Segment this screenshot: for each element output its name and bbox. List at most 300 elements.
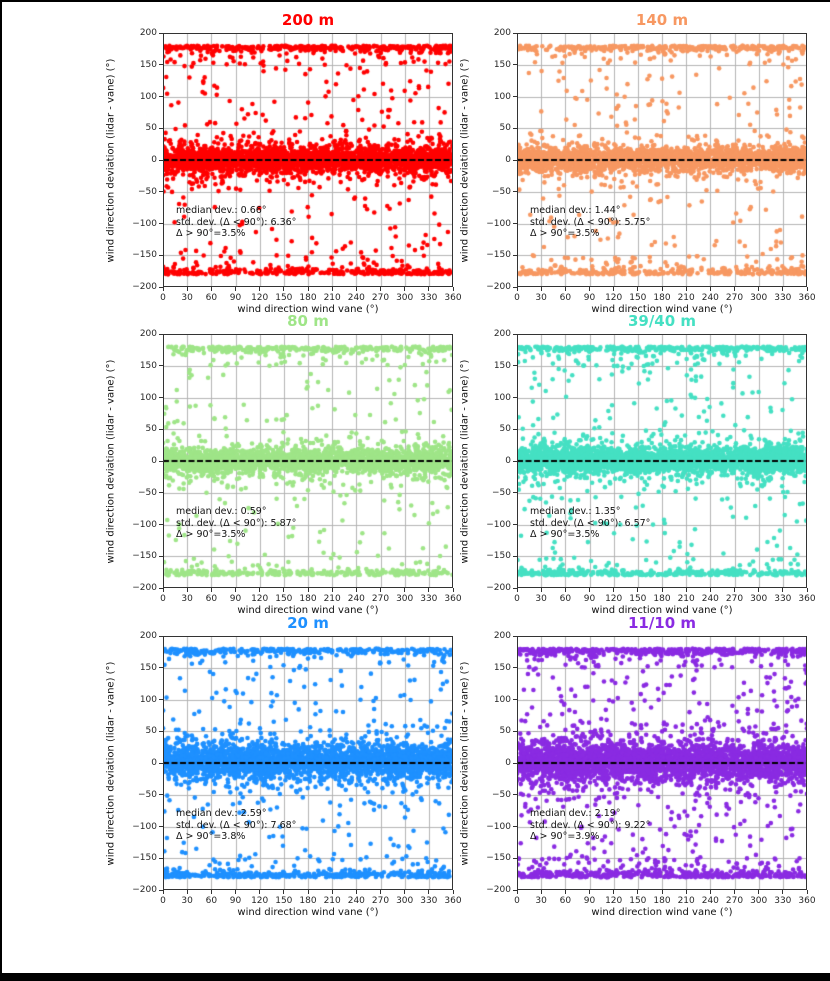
y-tick-mark: [513, 636, 517, 637]
x-tick-label: 240: [347, 293, 365, 303]
x-tick-label: 0: [514, 594, 520, 604]
y-tick-label: −150: [132, 853, 157, 864]
y-tick-label: 200: [139, 329, 157, 339]
x-tick-label: 120: [251, 293, 269, 303]
x-tick-label: 360: [798, 594, 816, 604]
stats-annotation-line: std. dev. (Δ < 90°): 5.75°: [530, 216, 651, 228]
figure-border-left: [0, 0, 2, 981]
subplot-title: 200 m: [281, 11, 335, 29]
x-tick-label: 360: [444, 896, 462, 906]
stats-annotation-line: median dev.: 0.66°: [176, 205, 267, 216]
x-tick-mark: [187, 890, 188, 894]
y-tick-label: 50: [145, 726, 157, 737]
y-tick-label: 100: [493, 694, 511, 705]
x-tick-mark: [686, 890, 687, 894]
x-tick-mark: [404, 287, 405, 291]
x-axis-label: wind direction wind vane (°): [591, 304, 733, 315]
y-tick-label: 0: [151, 456, 157, 466]
y-tick-label: −100: [132, 821, 157, 832]
x-tick-mark: [283, 287, 284, 291]
y-tick-mark: [513, 699, 517, 700]
x-tick-label: 360: [798, 896, 816, 906]
y-tick-mark: [513, 160, 517, 161]
x-tick-mark: [283, 588, 284, 592]
y-tick-mark: [159, 191, 163, 192]
y-tick-label: 100: [139, 91, 157, 102]
x-tick-label: 300: [396, 896, 414, 906]
subplot-title: 39/40 m: [627, 312, 697, 330]
y-axis-label-text: wind direction deviation (lidar - vane) (°): [105, 58, 117, 262]
x-tick-mark: [235, 287, 236, 291]
x-tick-label: 30: [181, 293, 193, 303]
y-tick-mark: [159, 128, 163, 129]
x-tick-mark: [782, 890, 783, 894]
x-tick-label: 60: [559, 594, 572, 604]
x-tick-label: 300: [750, 293, 768, 303]
x-tick-mark: [163, 588, 164, 592]
stats-annotation-line: Δ > 90°=3.8%: [176, 831, 246, 842]
y-tick-mark: [513, 667, 517, 668]
x-tick-mark: [637, 588, 638, 592]
x-tick-mark: [517, 890, 518, 894]
x-tick-label: 210: [677, 896, 695, 906]
x-tick-label: 30: [535, 896, 547, 906]
y-tick-mark: [513, 858, 517, 859]
x-axis-label: wind direction wind vane (°): [237, 605, 379, 616]
y-axis-label-text: wind direction deviation (lidar - vane) (°): [105, 359, 117, 563]
x-tick-mark: [637, 287, 638, 291]
stats-annotation-line: Δ > 90°=3.5%: [176, 228, 246, 239]
stats-annotation: [530, 205, 650, 240]
subplot-title: 20 m: [287, 614, 329, 632]
x-tick-mark: [637, 890, 638, 894]
stats-annotation-line: std. dev. (Δ < 90°): 7.68°: [176, 819, 297, 831]
x-tick-mark: [807, 287, 808, 291]
x-tick-mark: [782, 588, 783, 592]
x-tick-mark: [517, 588, 518, 592]
y-tick-mark: [159, 33, 163, 34]
y-tick-label: −50: [492, 789, 511, 800]
y-axis-label: [103, 636, 119, 890]
y-axis-label-text: wind direction deviation (lidar - vane) (°): [105, 661, 117, 865]
y-tick-mark: [159, 699, 163, 700]
y-tick-label: −200: [132, 885, 157, 895]
y-tick-label: 50: [145, 424, 157, 435]
x-tick-mark: [259, 588, 260, 592]
y-tick-label: 0: [505, 155, 511, 165]
stats-annotation: [530, 506, 650, 541]
y-axis-label: [457, 636, 473, 890]
y-tick-mark: [513, 826, 517, 827]
x-tick-label: 90: [583, 293, 596, 303]
x-tick-mark: [662, 588, 663, 592]
y-tick-label: −100: [486, 821, 511, 832]
y-tick-label: 150: [493, 662, 511, 673]
y-tick-mark: [159, 429, 163, 430]
y-tick-mark: [513, 588, 517, 589]
x-tick-label: 150: [275, 896, 293, 906]
y-tick-mark: [159, 890, 163, 891]
y-tick-mark: [513, 365, 517, 366]
x-tick-mark: [565, 287, 566, 291]
y-tick-mark: [159, 64, 163, 65]
y-tick-mark: [513, 397, 517, 398]
y-tick-label: −150: [486, 250, 511, 261]
y-tick-label: −100: [486, 519, 511, 530]
y-tick-mark: [159, 397, 163, 398]
x-tick-label: 210: [323, 293, 341, 303]
x-tick-label: 330: [774, 293, 792, 303]
x-tick-mark: [163, 890, 164, 894]
x-tick-label: 120: [605, 594, 623, 604]
x-tick-mark: [356, 890, 357, 894]
stats-annotation-line: std. dev. (Δ < 90°): 6.57°: [530, 517, 651, 529]
y-tick-mark: [513, 461, 517, 462]
x-tick-mark: [308, 588, 309, 592]
y-tick-label: −200: [132, 282, 157, 292]
x-tick-label: 0: [160, 896, 166, 906]
x-tick-mark: [613, 287, 614, 291]
y-tick-mark: [513, 64, 517, 65]
x-tick-mark: [187, 287, 188, 291]
y-tick-label: −100: [132, 218, 157, 229]
y-tick-mark: [159, 255, 163, 256]
x-tick-label: 270: [725, 293, 744, 303]
y-tick-mark: [159, 763, 163, 764]
x-tick-mark: [187, 588, 188, 592]
y-tick-mark: [513, 128, 517, 129]
x-tick-mark: [380, 287, 381, 291]
x-tick-mark: [758, 287, 759, 291]
x-tick-label: 90: [583, 594, 596, 604]
x-tick-label: 240: [347, 896, 365, 906]
x-tick-mark: [283, 890, 284, 894]
y-tick-label: 150: [139, 662, 157, 673]
y-tick-mark: [513, 96, 517, 97]
x-tick-mark: [428, 588, 429, 592]
y-tick-mark: [513, 556, 517, 557]
stats-annotation-line: Δ > 90°=3.5%: [530, 529, 600, 540]
x-tick-mark: [211, 890, 212, 894]
x-tick-mark: [404, 890, 405, 894]
x-tick-label: 210: [677, 293, 695, 303]
y-tick-mark: [513, 287, 517, 288]
x-tick-mark: [541, 890, 542, 894]
x-tick-label: 330: [774, 594, 792, 604]
y-axis-label-text: wind direction deviation (lidar - vane) (°): [459, 661, 471, 865]
x-tick-mark: [404, 588, 405, 592]
x-tick-label: 210: [323, 594, 341, 604]
x-tick-mark: [308, 890, 309, 894]
y-axis-label: [457, 33, 473, 287]
stats-annotation-line: std. dev. (Δ < 90°): 6.36°: [176, 216, 297, 228]
x-tick-label: 30: [535, 594, 547, 604]
x-tick-label: 300: [750, 896, 768, 906]
x-tick-label: 180: [299, 293, 317, 303]
x-tick-label: 0: [160, 594, 166, 604]
x-tick-mark: [332, 588, 333, 592]
x-tick-label: 90: [229, 594, 242, 604]
y-tick-mark: [513, 334, 517, 335]
figure-border-top: [0, 0, 830, 2]
stats-annotation-line: median dev.: 1.35°: [530, 506, 621, 517]
x-tick-label: 60: [559, 896, 572, 906]
x-tick-label: 180: [653, 896, 671, 906]
y-axis-label: [103, 33, 119, 287]
y-tick-label: −50: [138, 186, 157, 197]
x-tick-label: 60: [205, 594, 218, 604]
stats-annotation-line: median dev.: 2.59°: [176, 808, 267, 819]
stats-annotation: [176, 205, 296, 240]
y-tick-mark: [159, 636, 163, 637]
y-tick-label: 200: [493, 28, 511, 38]
stats-annotation-line: Δ > 90°=3.9%: [530, 831, 600, 842]
x-tick-label: 240: [347, 594, 365, 604]
x-tick-mark: [734, 890, 735, 894]
x-tick-label: 150: [629, 896, 647, 906]
x-tick-mark: [211, 287, 212, 291]
y-tick-mark: [159, 667, 163, 668]
x-tick-mark: [782, 287, 783, 291]
x-tick-label: 60: [205, 896, 218, 906]
x-tick-label: 180: [299, 594, 317, 604]
x-tick-label: 150: [275, 594, 293, 604]
y-tick-label: 100: [493, 91, 511, 102]
y-tick-mark: [159, 826, 163, 827]
figure-border-bottom: [0, 973, 830, 981]
y-tick-label: −150: [486, 551, 511, 562]
x-tick-mark: [710, 588, 711, 592]
x-axis-label: wind direction wind vane (°): [591, 605, 733, 616]
x-tick-mark: [541, 588, 542, 592]
y-tick-mark: [159, 588, 163, 589]
x-tick-mark: [758, 890, 759, 894]
x-tick-mark: [235, 890, 236, 894]
x-tick-label: 330: [774, 896, 792, 906]
y-tick-label: −100: [132, 519, 157, 530]
x-tick-label: 270: [725, 594, 744, 604]
x-axis-label: wind direction wind vane (°): [237, 304, 379, 315]
y-tick-mark: [159, 223, 163, 224]
y-tick-label: 150: [139, 360, 157, 371]
y-tick-label: 200: [493, 329, 511, 339]
x-tick-label: 180: [653, 594, 671, 604]
stats-annotation-line: median dev.: 1.44°: [530, 205, 621, 216]
x-tick-label: 90: [583, 896, 596, 906]
x-tick-mark: [332, 890, 333, 894]
y-tick-mark: [159, 524, 163, 525]
x-tick-mark: [163, 287, 164, 291]
y-tick-label: 0: [151, 758, 157, 768]
y-tick-label: 0: [151, 155, 157, 165]
x-tick-mark: [356, 287, 357, 291]
y-tick-label: 100: [493, 392, 511, 403]
x-tick-mark: [686, 287, 687, 291]
x-tick-label: 360: [444, 293, 462, 303]
x-tick-label: 270: [371, 594, 390, 604]
x-tick-label: 120: [605, 896, 623, 906]
y-tick-mark: [159, 461, 163, 462]
x-tick-mark: [541, 287, 542, 291]
scatter-canvas: [163, 334, 453, 588]
y-tick-label: −50: [138, 487, 157, 498]
x-tick-mark: [734, 287, 735, 291]
y-tick-label: −100: [486, 218, 511, 229]
y-tick-mark: [513, 429, 517, 430]
y-tick-label: 50: [499, 726, 511, 737]
x-tick-mark: [332, 287, 333, 291]
y-tick-mark: [159, 96, 163, 97]
stats-annotation-line: std. dev. (Δ < 90°): 9.22°: [530, 819, 651, 831]
x-tick-mark: [308, 287, 309, 291]
y-tick-label: −50: [138, 789, 157, 800]
x-tick-label: 30: [535, 293, 547, 303]
x-tick-label: 60: [559, 293, 572, 303]
stats-annotation-line: Δ > 90°=3.5%: [530, 228, 600, 239]
x-tick-mark: [380, 588, 381, 592]
x-tick-label: 30: [181, 594, 193, 604]
x-tick-label: 360: [798, 293, 816, 303]
y-tick-label: 150: [493, 59, 511, 70]
x-tick-label: 210: [323, 896, 341, 906]
x-tick-label: 120: [251, 594, 269, 604]
x-tick-mark: [565, 588, 566, 592]
x-tick-label: 180: [653, 293, 671, 303]
x-tick-mark: [428, 890, 429, 894]
y-tick-label: 0: [505, 758, 511, 768]
subplot-title: 11/10 m: [627, 614, 697, 632]
stats-annotation-line: Δ > 90°=3.5%: [176, 529, 246, 540]
x-tick-mark: [613, 890, 614, 894]
y-tick-label: 200: [493, 631, 511, 641]
y-tick-label: −200: [486, 885, 511, 895]
stats-annotation-line: std. dev. (Δ < 90°): 5.87°: [176, 517, 297, 529]
x-axis-label: wind direction wind vane (°): [591, 907, 733, 918]
y-tick-label: 0: [505, 456, 511, 466]
x-tick-mark: [662, 287, 663, 291]
y-tick-mark: [513, 890, 517, 891]
scatter-canvas: [517, 334, 807, 588]
x-tick-mark: [710, 287, 711, 291]
y-tick-label: 50: [499, 424, 511, 435]
x-tick-label: 150: [629, 293, 647, 303]
y-tick-mark: [513, 223, 517, 224]
stats-annotation: [176, 808, 296, 843]
y-tick-mark: [513, 794, 517, 795]
y-tick-mark: [513, 763, 517, 764]
y-tick-label: −200: [486, 282, 511, 292]
y-tick-mark: [159, 858, 163, 859]
y-tick-label: −150: [132, 250, 157, 261]
y-tick-mark: [513, 191, 517, 192]
x-tick-mark: [380, 890, 381, 894]
y-tick-label: −50: [492, 487, 511, 498]
x-tick-mark: [758, 588, 759, 592]
y-tick-mark: [513, 731, 517, 732]
y-tick-label: 200: [139, 28, 157, 38]
x-tick-label: 0: [514, 896, 520, 906]
x-tick-label: 330: [420, 896, 438, 906]
y-tick-mark: [513, 33, 517, 34]
y-tick-mark: [513, 524, 517, 525]
x-tick-label: 300: [396, 594, 414, 604]
x-tick-label: 270: [371, 896, 390, 906]
y-tick-label: 150: [139, 59, 157, 70]
y-tick-mark: [159, 731, 163, 732]
x-tick-label: 150: [629, 594, 647, 604]
y-axis-label: [457, 334, 473, 588]
x-tick-label: 90: [229, 896, 242, 906]
x-tick-mark: [453, 588, 454, 592]
y-tick-mark: [159, 556, 163, 557]
y-tick-label: −200: [486, 583, 511, 593]
x-tick-mark: [734, 588, 735, 592]
y-axis-label: [103, 334, 119, 588]
y-tick-label: 200: [139, 631, 157, 641]
x-tick-mark: [662, 890, 663, 894]
x-tick-mark: [807, 890, 808, 894]
x-tick-mark: [589, 287, 590, 291]
x-tick-label: 240: [701, 293, 719, 303]
x-tick-label: 30: [181, 896, 193, 906]
scatter-canvas: [517, 636, 807, 890]
y-tick-label: 50: [145, 123, 157, 134]
x-axis-label: wind direction wind vane (°): [237, 907, 379, 918]
y-tick-mark: [513, 255, 517, 256]
x-tick-label: 0: [160, 293, 166, 303]
y-tick-label: 50: [499, 123, 511, 134]
x-tick-label: 120: [605, 293, 623, 303]
y-tick-mark: [159, 334, 163, 335]
y-tick-mark: [513, 492, 517, 493]
x-tick-label: 60: [205, 293, 218, 303]
x-tick-label: 0: [514, 293, 520, 303]
subplot-title: 140 m: [635, 11, 689, 29]
stats-annotation-line: median dev.: 2.19°: [530, 808, 621, 819]
y-tick-label: −150: [132, 551, 157, 562]
x-tick-mark: [517, 287, 518, 291]
x-tick-label: 120: [251, 896, 269, 906]
x-tick-label: 240: [701, 896, 719, 906]
x-tick-label: 210: [677, 594, 695, 604]
y-tick-mark: [159, 365, 163, 366]
y-tick-label: −150: [486, 853, 511, 864]
x-tick-mark: [589, 890, 590, 894]
y-tick-mark: [159, 794, 163, 795]
x-tick-mark: [428, 287, 429, 291]
x-tick-mark: [259, 890, 260, 894]
x-tick-mark: [356, 588, 357, 592]
x-tick-label: 360: [444, 594, 462, 604]
x-tick-mark: [686, 588, 687, 592]
x-tick-label: 270: [371, 293, 390, 303]
y-tick-mark: [159, 287, 163, 288]
x-tick-mark: [259, 287, 260, 291]
stats-annotation-line: median dev.: 0.59°: [176, 506, 267, 517]
y-axis-label-text: wind direction deviation (lidar - vane) (°): [459, 58, 471, 262]
x-tick-label: 330: [420, 594, 438, 604]
x-tick-mark: [710, 890, 711, 894]
x-tick-label: 330: [420, 293, 438, 303]
x-tick-mark: [235, 588, 236, 592]
x-tick-mark: [453, 890, 454, 894]
y-tick-label: −50: [492, 186, 511, 197]
y-axis-label-text: wind direction deviation (lidar - vane) (°): [459, 359, 471, 563]
x-tick-label: 300: [750, 594, 768, 604]
x-tick-label: 180: [299, 896, 317, 906]
x-tick-label: 240: [701, 594, 719, 604]
y-tick-label: 100: [139, 392, 157, 403]
